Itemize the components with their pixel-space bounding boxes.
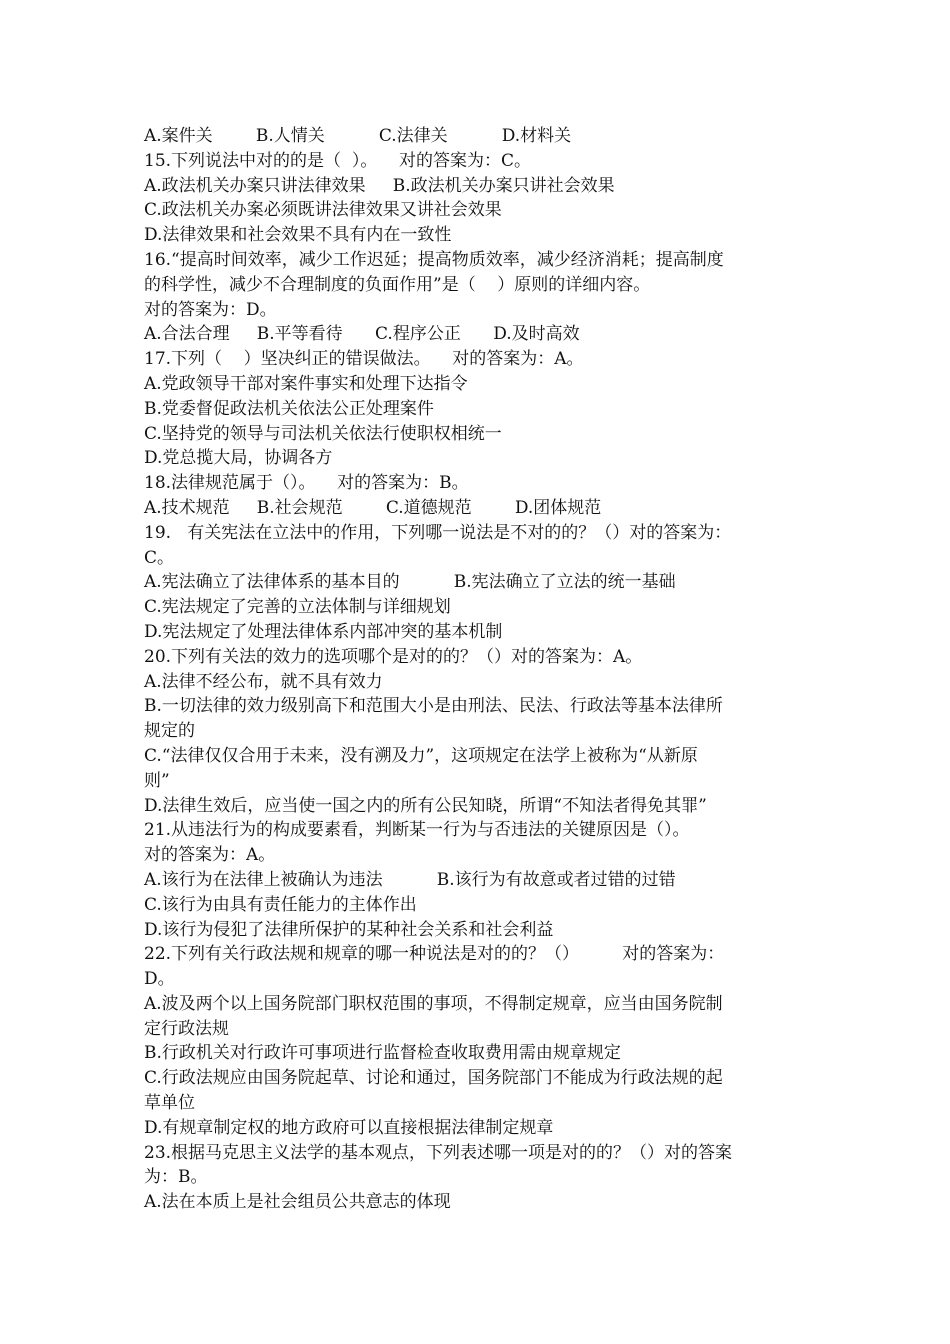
text-line: A.合法合理 B.平等看待 C.程序公正 D.及时高效 [144, 324, 580, 345]
text-line: A.宪法确立了法律体系的基本目的 B.宪法确立了立法的统一基础 [144, 572, 676, 593]
text-line: C.行政法规应由国务院起草、讨论和通过，国务院部门不能成为行政法规的起 [144, 1068, 723, 1089]
text-line: 定行政法规 [144, 1018, 229, 1039]
text-line: A.政法机关办案只讲法律效果 B.政法机关办案只讲社会效果 [144, 175, 615, 196]
text-line: D。 [144, 969, 175, 990]
text-line: C.“法律仅仅合用于未来，没有溯及力”，这项规定在法学上被称为“从新原 [144, 745, 698, 766]
text-line: 18.法律规范属于（）。 对的答案为：B。 [144, 473, 469, 494]
text-line: D.宪法规定了处理法律体系内部冲突的基本机制 [144, 621, 503, 642]
text-line: B.行政机关对行政许可事项进行监督检查收取费用需由规章规定 [144, 1043, 621, 1064]
text-line: B.党委督促政法机关依法公正处理案件 [144, 398, 434, 419]
text-line: 15.下列说法中对的的是（ ）。 对的答案为：C。 [144, 150, 531, 171]
text-line: C.坚持党的领导与司法机关依法行使职权相统一 [144, 423, 502, 444]
text-line: A.法在本质上是社会组员公共意志的体现 [144, 1192, 451, 1213]
text-line: A.波及两个以上国务院部门职权范围的事项，不得制定规章，应当由国务院制 [144, 993, 723, 1014]
text-line: A.技术规范 B.社会规范 C.道德规范 D.团体规范 [144, 497, 602, 518]
text-line: A.该行为在法律上被确认为违法 B.该行为有故意或者过错的过错 [144, 869, 676, 890]
text-line: C。 [144, 547, 175, 568]
text-line: D.法律效果和社会效果不具有内在一致性 [144, 225, 452, 246]
text-line: D.党总揽大局，协调各方 [144, 448, 333, 469]
text-line: 对的答案为：A。 [144, 845, 276, 866]
text-line: 22.下列有关行政法规和规章的哪一种说法是对的的？（） 对的答案为： [144, 944, 725, 965]
text-line: B.一切法律的效力级别高下和范围大小是由刑法、民法、行政法等基本法律所 [144, 696, 723, 717]
text-line: C.该行为由具有责任能力的主体作出 [144, 894, 417, 915]
text-line: 草单位 [144, 1093, 195, 1114]
text-line: 规定的 [144, 721, 195, 742]
text-line: 16.“提高时间效率，减少工作迟延；提高物质效率，减少经济消耗；提高制度 [144, 249, 724, 270]
text-line: C.政法机关办案必须既讲法律效果又讲社会效果 [144, 200, 502, 221]
text-line: C.宪法规定了完善的立法体制与详细规划 [144, 597, 451, 618]
text-line: 为：B。 [144, 1167, 208, 1188]
text-line: 19. 有关宪法在立法中的作用，下列哪一说法是不对的的？（）对的答案为： [144, 522, 732, 543]
text-line: 对的答案为：D。 [144, 299, 277, 320]
text-line: A.案件关 B.人情关 C.法律关 D.材料关 [144, 126, 572, 146]
text-line: 20.下列有关法的效力的选项哪个是对的的？（）对的答案为：A。 [144, 646, 643, 667]
text-line: D.该行为侵犯了法律所保护的某种社会关系和社会利益 [144, 919, 554, 940]
text-line: A.党政领导干部对案件事实和处理下达指令 [144, 373, 468, 394]
text-line: A.法律不经公布，就不具有效力 [144, 671, 383, 692]
text-line: 23.根据马克思主义法学的基本观点，下列表述哪一项是对的的？（）对的答案 [144, 1142, 733, 1163]
text-line: D.有规章制定权的地方政府可以直接根据法律制定规章 [144, 1117, 554, 1138]
document-body [144, 124, 812, 1215]
text-line: 则” [144, 770, 170, 791]
text-line: 17.下列（ ）坚决纠正的错误做法。 对的答案为：A。 [144, 349, 584, 370]
text-line: 的科学性，减少不合理制度的负面作用”是（ ）原则的详细内容。 [144, 274, 651, 295]
text-line: 21.从违法行为的构成要素看，判断某一行为与否违法的关键原因是（）。 [144, 820, 690, 841]
text-line: D.法律生效后，应当使一国之内的所有公民知晓，所谓“不知法者得免其罪” [144, 795, 707, 816]
